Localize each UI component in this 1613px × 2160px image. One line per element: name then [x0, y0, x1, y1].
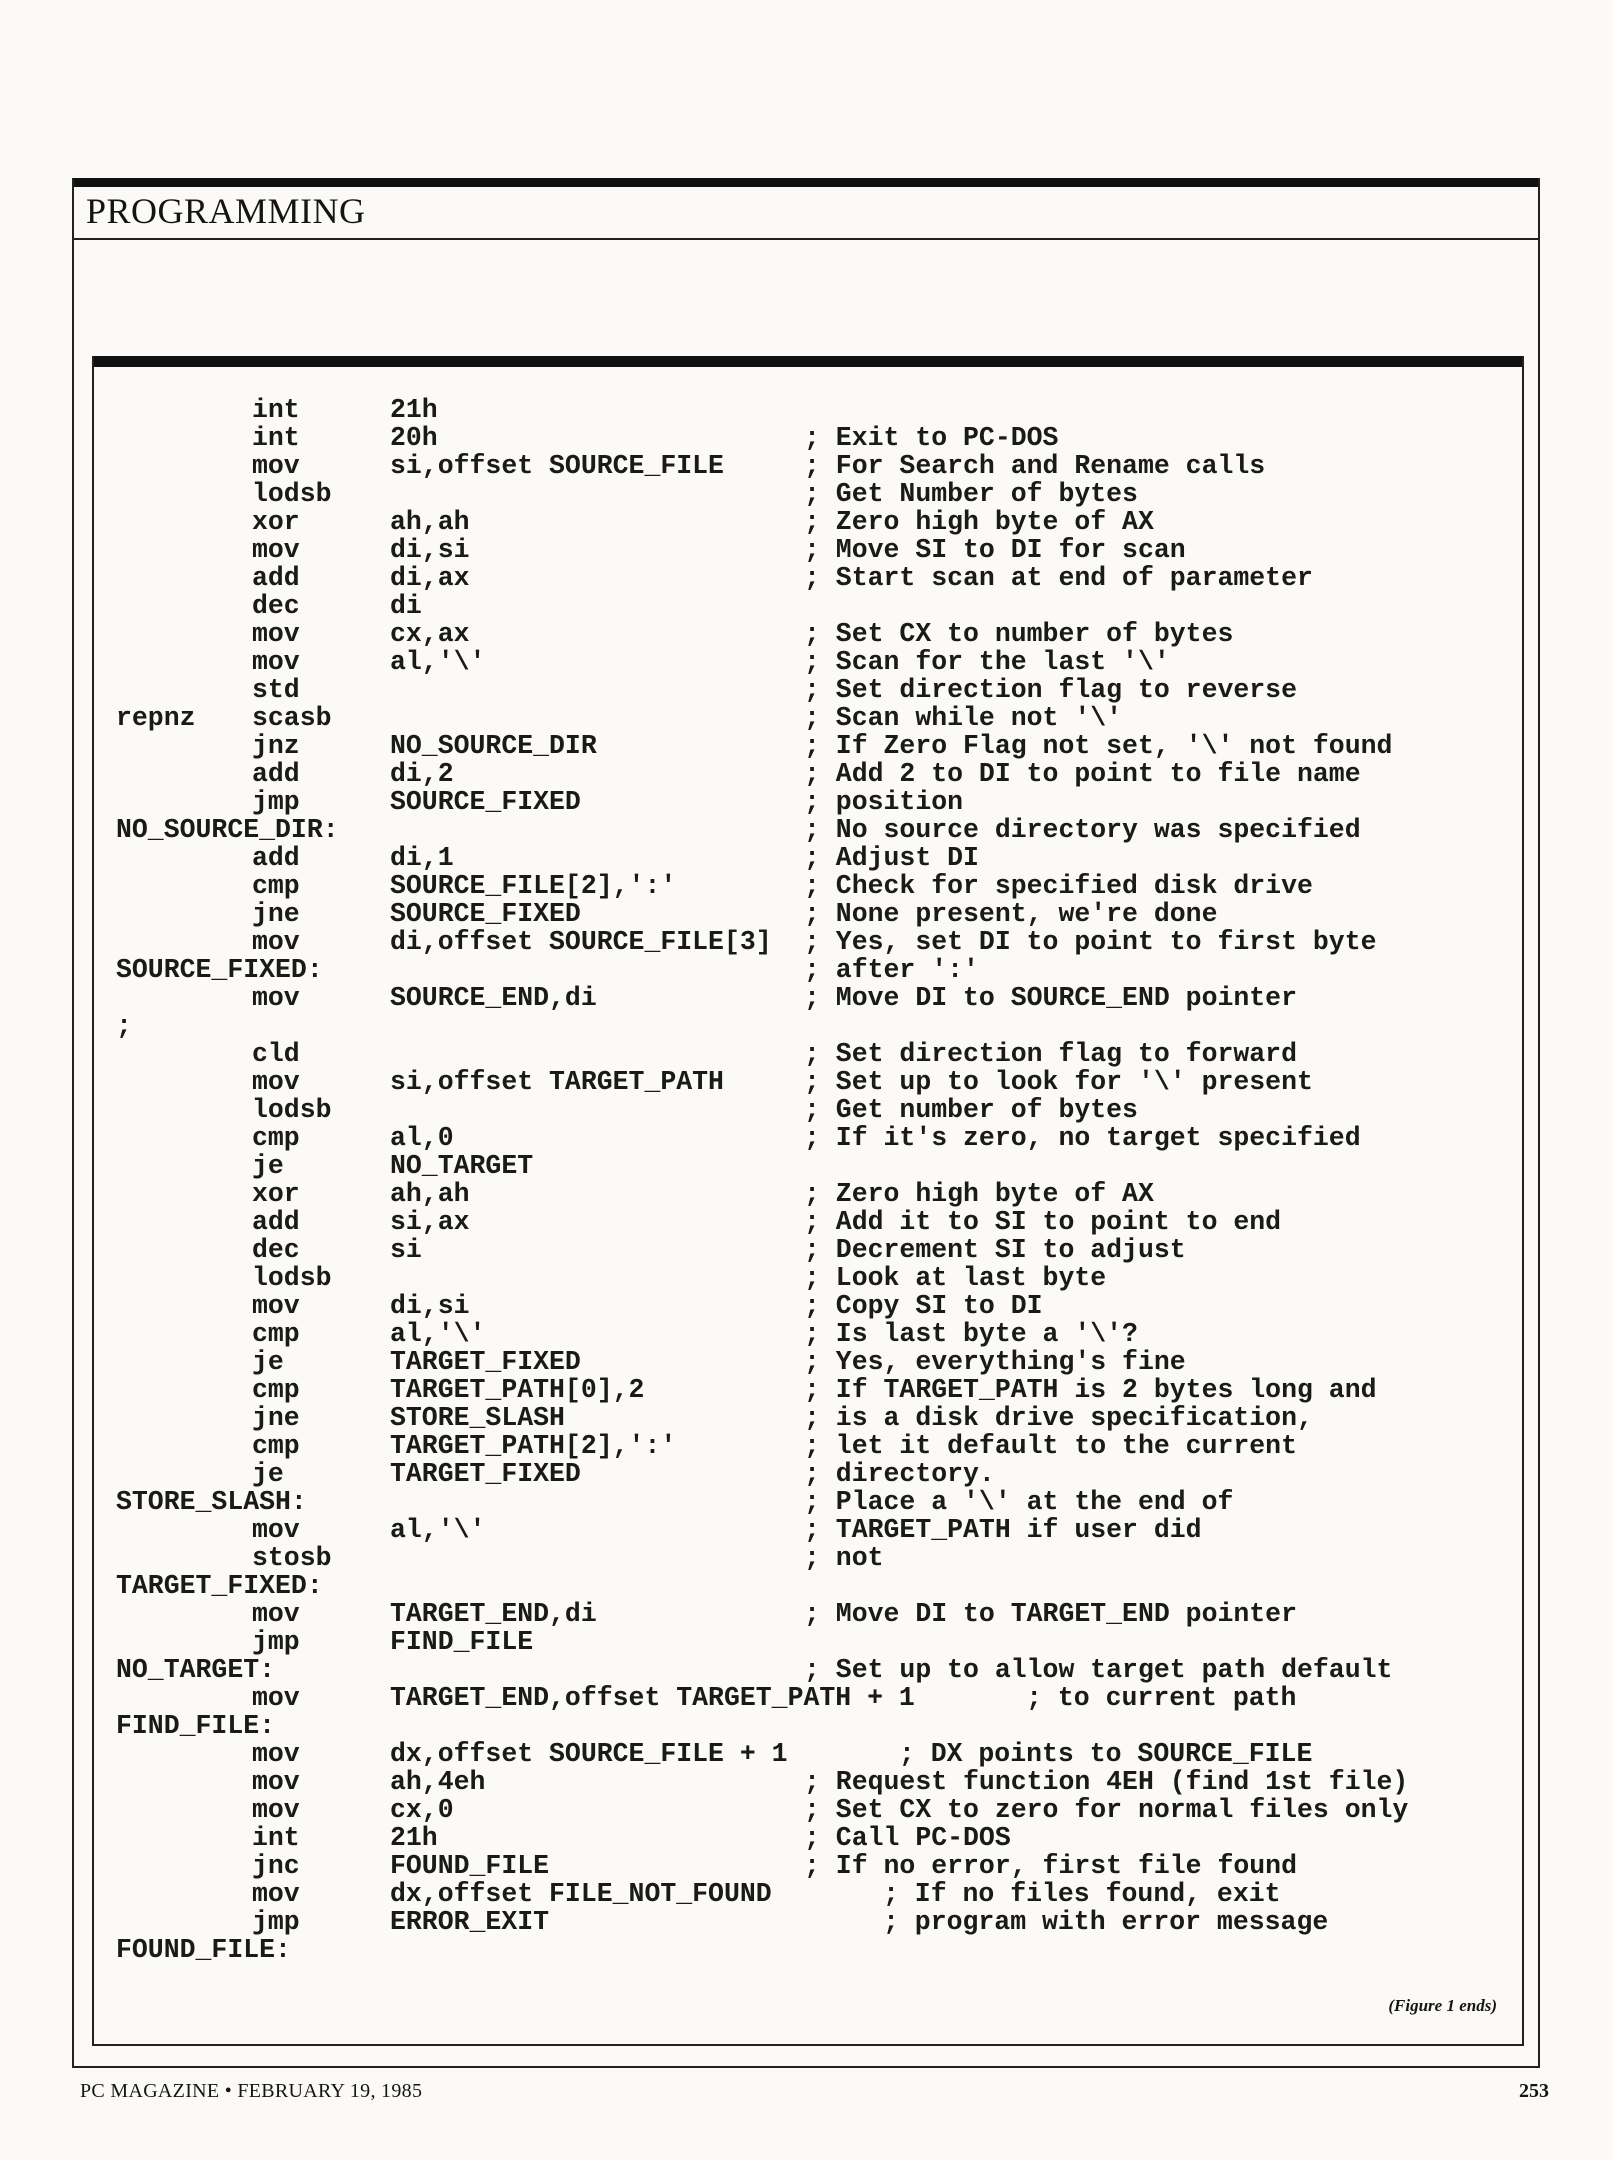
code-opcode: jmp: [252, 1907, 300, 1937]
code-line: [116, 928, 1516, 956]
code-operands: dx,offset SOURCE_FILE + 1 ; DX points to SOURCE_FILE: [390, 1739, 1313, 1769]
code-line: [116, 396, 1516, 424]
code-opcode: std: [252, 675, 300, 705]
code-opcode: cld: [252, 1039, 300, 1069]
code-line: [116, 1488, 1516, 1516]
code-operands: NO_TARGET: [390, 1151, 534, 1181]
code-label: NO_TARGET:: [116, 1655, 276, 1685]
code-line: [116, 1040, 1516, 1068]
code-line: [116, 1740, 1516, 1768]
code-opcode: dec: [252, 591, 300, 621]
code-line: [116, 536, 1516, 564]
code-line: [116, 1656, 1516, 1684]
code-line: [116, 1852, 1516, 1880]
code-comment: ; Zero high byte of AX: [804, 507, 1154, 537]
code-line: [116, 1628, 1516, 1656]
code-operands: di,ax: [390, 563, 470, 593]
code-operands: ah,4eh: [390, 1767, 486, 1797]
code-comment: ; Yes, set DI to point to first byte: [804, 927, 1377, 957]
code-operands: TARGET_END,offset TARGET_PATH + 1 ; to current path: [390, 1683, 1297, 1713]
code-opcode: int: [252, 1823, 300, 1853]
code-opcode: mov: [252, 1515, 300, 1545]
code-line: [116, 956, 1516, 984]
code-opcode: cmp: [252, 1375, 300, 1405]
code-line: [116, 620, 1516, 648]
code-opcode: jmp: [252, 1627, 300, 1657]
code-line: [116, 1684, 1516, 1712]
code-label: SOURCE_FIXED:: [116, 955, 323, 985]
code-comment: ; Add it to SI to point to end: [804, 1207, 1282, 1237]
figure-note: (Figure 1 ends): [1388, 1996, 1497, 2015]
code-operands: cx,0: [390, 1795, 454, 1825]
code-operands: si,ax: [390, 1207, 470, 1237]
code-listing: [116, 396, 1516, 1964]
code-opcode: mov: [252, 1879, 300, 1909]
code-line: [116, 1936, 1516, 1964]
code-line: [116, 816, 1516, 844]
code-line: [116, 1180, 1516, 1208]
code-comment: ; Look at last byte: [804, 1263, 1107, 1293]
code-operands: di,si: [390, 1291, 470, 1321]
code-operands: al,'\': [390, 1515, 486, 1545]
code-comment: ; For Search and Rename calls: [804, 451, 1266, 481]
code-operands: NO_SOURCE_DIR: [390, 731, 597, 761]
code-line: [116, 844, 1516, 872]
code-label: NO_SOURCE_DIR:: [116, 815, 339, 845]
code-opcode: mov: [252, 1739, 300, 1769]
code-opcode: xor: [252, 1179, 300, 1209]
code-label: STORE_SLASH:: [116, 1487, 307, 1517]
code-opcode: cmp: [252, 871, 300, 901]
code-opcode: je: [252, 1151, 284, 1181]
code-opcode: xor: [252, 507, 300, 537]
code-operands: di,offset SOURCE_FILE[3]: [390, 927, 772, 957]
code-comment: ; directory.: [804, 1459, 995, 1489]
code-label: FIND_FILE:: [116, 1711, 276, 1741]
code-comment: ; Scan while not '\': [804, 703, 1123, 733]
code-comment: ; Call PC-DOS: [804, 1823, 1011, 1853]
code-comment: ; If it's zero, no target specified: [804, 1123, 1361, 1153]
code-line: [116, 564, 1516, 592]
code-operands: al,'\': [390, 647, 486, 677]
code-opcode: add: [252, 843, 300, 873]
code-operands: si,offset TARGET_PATH: [390, 1067, 724, 1097]
code-comment: ; Move DI to TARGET_END pointer: [804, 1599, 1297, 1629]
code-operands: di,2: [390, 759, 454, 789]
page-number: 253: [1519, 2080, 1549, 2102]
code-comment: ; Move SI to DI for scan: [804, 535, 1186, 565]
code-comment: ; If no error, first file found: [804, 1851, 1297, 1881]
code-opcode: lodsb: [252, 1263, 332, 1293]
code-operands: TARGET_FIXED: [390, 1347, 581, 1377]
code-operands: 21h: [390, 1823, 438, 1853]
code-operands: SOURCE_FILE[2],':': [390, 871, 677, 901]
code-line: [116, 1012, 1516, 1040]
code-comment: ; Check for specified disk drive: [804, 871, 1313, 901]
code-line: [116, 648, 1516, 676]
code-line: [116, 1880, 1516, 1908]
code-line: [116, 1460, 1516, 1488]
code-opcode: mov: [252, 927, 300, 957]
code-line: [116, 592, 1516, 620]
code-line: [116, 1796, 1516, 1824]
code-comment: ; not: [804, 1543, 884, 1573]
code-opcode: stosb: [252, 1543, 332, 1573]
footer-publication: PC MAGAZINE • FEBRUARY 19, 1985: [80, 2080, 423, 2102]
code-comment: ; Exit to PC-DOS: [804, 423, 1059, 453]
code-opcode: mov: [252, 983, 300, 1013]
code-operands: TARGET_PATH[2],':': [390, 1431, 677, 1461]
code-line: [116, 760, 1516, 788]
code-comment: ; No source directory was specified: [804, 815, 1361, 845]
code-opcode: scasb: [252, 703, 332, 733]
code-operands: cx,ax: [390, 619, 470, 649]
code-comment: ; Get number of bytes: [804, 1095, 1138, 1125]
code-operands: di,1: [390, 843, 454, 873]
code-opcode: mov: [252, 451, 300, 481]
code-operands: ERROR_EXIT ; program with error message: [390, 1907, 1329, 1937]
code-opcode: int: [252, 395, 300, 425]
code-opcode: mov: [252, 1599, 300, 1629]
code-operands: 21h: [390, 395, 438, 425]
code-operands: si: [390, 1235, 422, 1265]
code-operands: SOURCE_FIXED: [390, 787, 581, 817]
code-line: [116, 900, 1516, 928]
code-operands: di,si: [390, 535, 470, 565]
code-label: FOUND_FILE:: [116, 1935, 291, 1965]
code-comment: ; Is last byte a '\'?: [804, 1319, 1138, 1349]
code-line: [116, 704, 1516, 732]
code-operands: 20h: [390, 423, 438, 453]
code-operands: di: [390, 591, 422, 621]
code-line: [116, 1124, 1516, 1152]
code-line: [116, 1404, 1516, 1432]
code-comment: ; Get Number of bytes: [804, 479, 1138, 509]
code-label: repnz: [116, 703, 196, 733]
code-opcode: jne: [252, 899, 300, 929]
code-opcode: jmp: [252, 787, 300, 817]
code-comment: ; Set direction flag to forward: [804, 1039, 1297, 1069]
code-line: [116, 1824, 1516, 1852]
code-opcode: cmp: [252, 1123, 300, 1153]
code-operands: STORE_SLASH: [390, 1403, 565, 1433]
code-operands: dx,offset FILE_NOT_FOUND ; If no files found, exit: [390, 1879, 1281, 1909]
code-opcode: lodsb: [252, 479, 332, 509]
code-line: [116, 1348, 1516, 1376]
code-opcode: mov: [252, 647, 300, 677]
code-comment: ; If Zero Flag not set, '\' not found: [804, 731, 1393, 761]
code-comment: ; Decrement SI to adjust: [804, 1235, 1186, 1265]
code-opcode: je: [252, 1347, 284, 1377]
code-line: [116, 1432, 1516, 1460]
code-label: ;: [116, 1011, 132, 1041]
code-operands: TARGET_FIXED: [390, 1459, 581, 1489]
code-line: [116, 1152, 1516, 1180]
code-line: [116, 1208, 1516, 1236]
code-comment: ; TARGET_PATH if user did: [804, 1515, 1202, 1545]
code-line: [116, 1712, 1516, 1740]
title-rule: [72, 238, 1540, 240]
code-line: [116, 872, 1516, 900]
code-label: TARGET_FIXED:: [116, 1571, 323, 1601]
code-comment: ; Scan for the last '\': [804, 647, 1170, 677]
code-comment: ; Place a '\' at the end of: [804, 1487, 1234, 1517]
code-opcode: jnz: [252, 731, 300, 761]
code-comment: ; Set direction flag to reverse: [804, 675, 1297, 705]
code-comment: ; Yes, everything's fine: [804, 1347, 1186, 1377]
code-line: [116, 1600, 1516, 1628]
section-title: PROGRAMMING: [86, 191, 366, 231]
code-comment: ; Request function 4EH (find 1st file): [804, 1767, 1409, 1797]
code-comment: ; after ':': [804, 955, 979, 985]
code-line: [116, 1236, 1516, 1264]
code-line: [116, 1768, 1516, 1796]
code-operands: ah,ah: [390, 507, 470, 537]
code-line: [116, 788, 1516, 816]
code-operands: TARGET_PATH[0],2: [390, 1375, 645, 1405]
code-line: [116, 1376, 1516, 1404]
code-opcode: jne: [252, 1403, 300, 1433]
code-opcode: add: [252, 759, 300, 789]
code-operands: al,0: [390, 1123, 454, 1153]
code-comment: ; Add 2 to DI to point to file name: [804, 759, 1361, 789]
code-operands: ah,ah: [390, 1179, 470, 1209]
code-line: [116, 480, 1516, 508]
code-operands: al,'\': [390, 1319, 486, 1349]
code-line: [116, 424, 1516, 452]
code-line: [116, 1572, 1516, 1600]
code-opcode: je: [252, 1459, 284, 1489]
code-opcode: mov: [252, 619, 300, 649]
code-opcode: mov: [252, 535, 300, 565]
code-line: [116, 1096, 1516, 1124]
code-operands: SOURCE_END,di: [390, 983, 597, 1013]
code-operands: FIND_FILE: [390, 1627, 534, 1657]
code-comment: ; Copy SI to DI: [804, 1291, 1043, 1321]
code-comment: ; If TARGET_PATH is 2 bytes long and: [804, 1375, 1377, 1405]
code-comment: ; position: [804, 787, 964, 817]
code-comment: ; let it default to the current: [804, 1431, 1297, 1461]
code-opcode: cmp: [252, 1319, 300, 1349]
code-operands: si,offset SOURCE_FILE: [390, 451, 724, 481]
code-operands: TARGET_END,di: [390, 1599, 597, 1629]
code-opcode: mov: [252, 1067, 300, 1097]
code-opcode: dec: [252, 1235, 300, 1265]
code-line: [116, 1068, 1516, 1096]
code-opcode: add: [252, 563, 300, 593]
code-line: [116, 452, 1516, 480]
code-line: [116, 1320, 1516, 1348]
code-opcode: mov: [252, 1683, 300, 1713]
code-comment: ; Set CX to zero for normal files only: [804, 1795, 1409, 1825]
code-comment: ; Adjust DI: [804, 843, 979, 873]
code-opcode: mov: [252, 1291, 300, 1321]
code-comment: ; Set up to allow target path default: [804, 1655, 1393, 1685]
code-line: [116, 1908, 1516, 1936]
code-comment: ; Set CX to number of bytes: [804, 619, 1234, 649]
code-opcode: mov: [252, 1767, 300, 1797]
code-comment: ; None present, we're done: [804, 899, 1218, 929]
code-comment: ; Zero high byte of AX: [804, 1179, 1154, 1209]
code-line: [116, 984, 1516, 1012]
code-opcode: int: [252, 423, 300, 453]
code-line: [116, 732, 1516, 760]
code-operands: SOURCE_FIXED: [390, 899, 581, 929]
code-comment: ; Move DI to SOURCE_END pointer: [804, 983, 1297, 1013]
code-opcode: cmp: [252, 1431, 300, 1461]
code-line: [116, 1292, 1516, 1320]
code-line: [116, 1516, 1516, 1544]
code-opcode: jnc: [252, 1851, 300, 1881]
code-operands: FOUND_FILE: [390, 1851, 550, 1881]
code-opcode: lodsb: [252, 1095, 332, 1125]
code-comment: ; Set up to look for '\' present: [804, 1067, 1313, 1097]
code-comment: ; Start scan at end of parameter: [804, 563, 1313, 593]
code-line: [116, 1264, 1516, 1292]
code-opcode: add: [252, 1207, 300, 1237]
code-line: [116, 508, 1516, 536]
code-comment: ; is a disk drive specification,: [804, 1403, 1313, 1433]
code-line: [116, 676, 1516, 704]
code-line: [116, 1544, 1516, 1572]
code-opcode: mov: [252, 1795, 300, 1825]
